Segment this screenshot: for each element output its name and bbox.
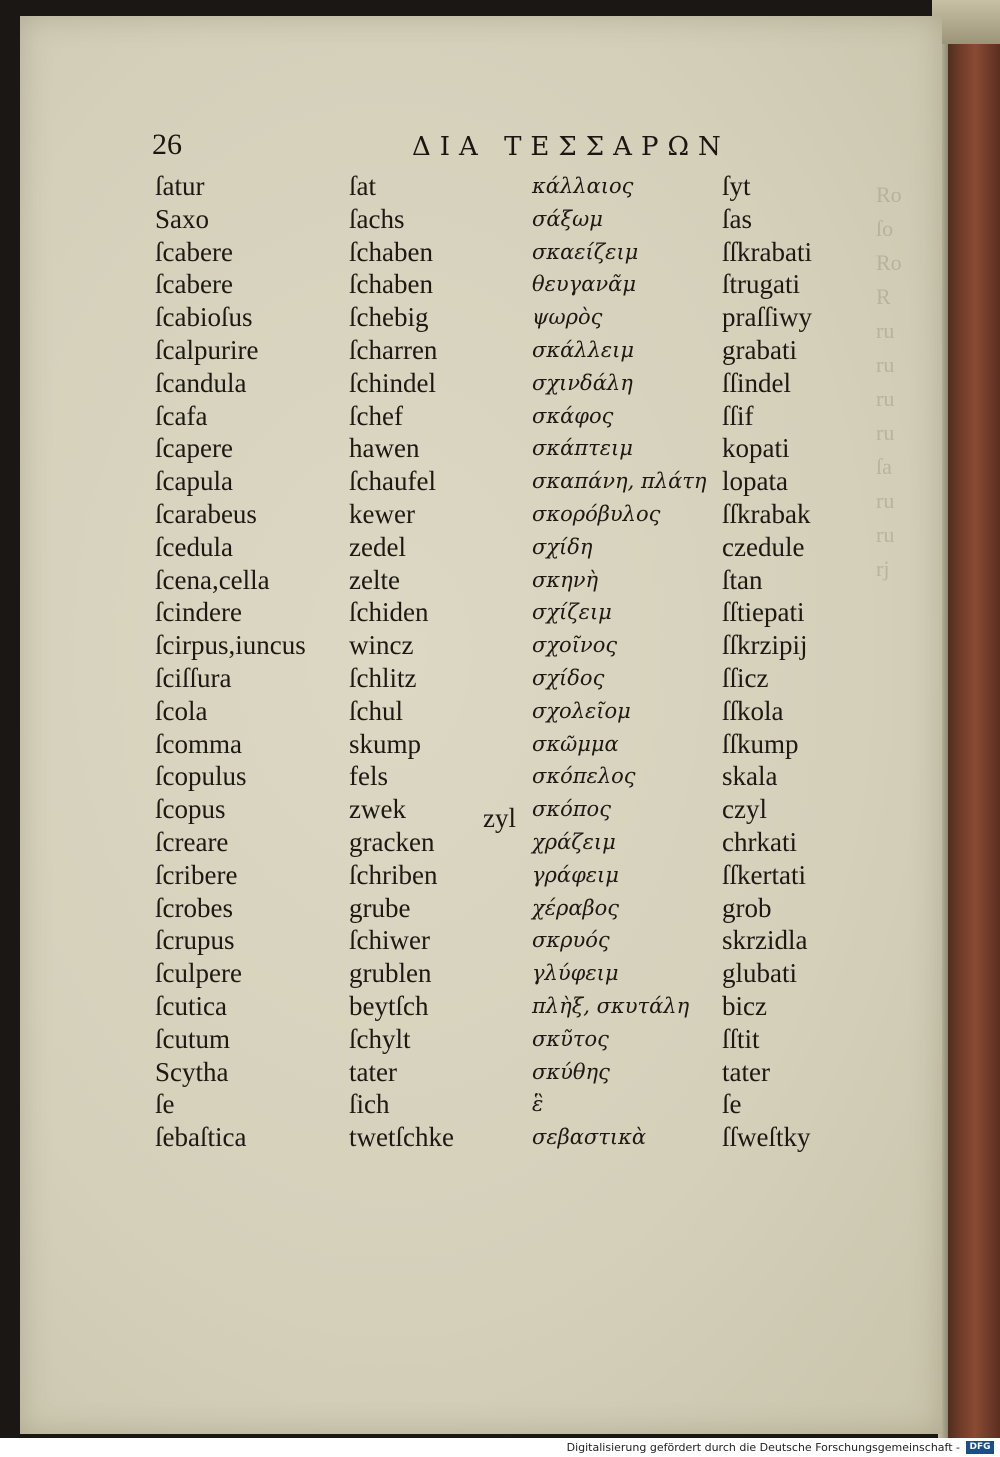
- czech-word: ſſkrabati: [722, 236, 812, 267]
- latin-word: ſcribere: [155, 859, 238, 890]
- german-word: zelte: [349, 564, 400, 595]
- latin-word: Saxo: [155, 203, 209, 234]
- greek-word: γλύφειμ: [532, 961, 619, 986]
- greek-word: σκάλλειμ: [532, 337, 635, 362]
- german-word: zedel: [349, 531, 406, 562]
- czech-word: bicz: [722, 990, 767, 1021]
- german-word: zwek: [349, 794, 406, 825]
- german-word: beytſch: [349, 990, 429, 1021]
- latin-word: ſcrobes: [155, 892, 233, 923]
- czech-word: ſſicz: [722, 662, 769, 693]
- czech-word: skala: [722, 761, 778, 792]
- greek-word: σχολεῖομ: [532, 698, 631, 723]
- latin-word: ſcedula: [155, 531, 233, 562]
- dfg-logo: DFG: [966, 1441, 994, 1454]
- czech-word: kopati: [722, 433, 790, 464]
- czech-word: ſſindel: [722, 367, 791, 398]
- czech-word: ſſkertati: [722, 859, 806, 890]
- greek-word: ἓ: [532, 1092, 544, 1117]
- german-word: ſchaufel: [349, 466, 436, 497]
- color-strip: [932, 0, 1000, 44]
- german-word: ſich: [349, 1089, 390, 1120]
- czech-word: praſſiwy: [722, 302, 812, 333]
- greek-word: ψωρὸς: [532, 305, 603, 330]
- czech-word: ſe: [722, 1089, 742, 1120]
- latin-word: ſcirpus,iuncus: [155, 630, 306, 661]
- german-word: ſchriben: [349, 859, 438, 890]
- greek-word: σκῦτος: [532, 1026, 609, 1051]
- czech-word: skrzidla: [722, 925, 808, 956]
- greek-word: χράζειμ: [532, 829, 616, 854]
- greek-column: [532, 170, 706, 1154]
- latin-word: ſcapere: [155, 433, 233, 464]
- greek-word: σχινδάλη: [532, 370, 633, 395]
- german-word: ſcharren: [349, 334, 438, 365]
- czech-word: tater: [722, 1056, 770, 1087]
- greek-word: σκαείζειμ: [532, 239, 639, 264]
- german-word: ſat: [349, 171, 376, 201]
- german-word: ſchindel: [349, 367, 436, 398]
- greek-word: σκορόβυλος: [532, 501, 661, 526]
- german-word: wincz: [349, 630, 414, 661]
- czech-word: ſſif: [722, 400, 754, 431]
- latin-word: ſcreare: [155, 826, 229, 857]
- greek-word: σχίδος: [532, 665, 605, 690]
- latin-word: ſe: [155, 1089, 175, 1120]
- czech-word: ſſtit: [722, 1023, 760, 1054]
- german-word: ſchlitz: [349, 662, 417, 693]
- latin-word: ſcalpurire: [155, 334, 259, 365]
- german-word: ſchiwer: [349, 925, 430, 956]
- czech-word: ſſkrabak: [722, 498, 811, 529]
- greek-word: γράφειμ: [532, 862, 619, 887]
- czech-word: ſyt: [722, 171, 751, 201]
- greek-word: σκῶμμα: [532, 731, 619, 756]
- czech-word: ſtrugati: [722, 269, 800, 300]
- greek-word: σχίδη: [532, 534, 593, 559]
- latin-word: ſcrupus: [155, 925, 235, 956]
- greek-word: σκόπος: [532, 797, 611, 822]
- greek-word: σκρυός: [532, 928, 610, 953]
- german-column: [349, 170, 454, 1154]
- czech-word: grabati: [722, 334, 797, 365]
- greek-word: σχίζειμ: [532, 600, 612, 625]
- german-word: hawen: [349, 433, 420, 464]
- latin-word: ſcarabeus: [155, 498, 257, 529]
- margin-note: zyl: [483, 803, 516, 833]
- czech-word: ſtan: [722, 564, 763, 595]
- credit-text: Digitalisierung gefördert durch die Deutsche Forschungsgemeinschaft -: [566, 1441, 960, 1454]
- greek-word: χέραβος: [532, 895, 620, 920]
- german-word: ſchef: [349, 400, 403, 431]
- latin-word: ſcabere: [155, 269, 233, 300]
- german-word: twetſchke: [349, 1122, 454, 1153]
- latin-word: Scytha: [155, 1056, 229, 1087]
- latin-word: ſcindere: [155, 597, 242, 628]
- greek-word: σκαπάνη, πλάτη: [532, 469, 707, 494]
- latin-word: ſcena,cella: [155, 564, 270, 595]
- german-word: fels: [349, 761, 388, 792]
- latin-word: ſcabere: [155, 236, 233, 267]
- latin-column: [155, 170, 306, 1154]
- german-word: grublen: [349, 958, 432, 989]
- latin-word: ſcomma: [155, 728, 242, 759]
- latin-word: ſcutum: [155, 1023, 230, 1054]
- czech-word: czyl: [722, 794, 767, 825]
- greek-word: σεβαστικὰ: [532, 1125, 647, 1150]
- german-word: ſchylt: [349, 1023, 411, 1054]
- german-word: ſchul: [349, 695, 403, 726]
- greek-word: σκηνὴ: [532, 567, 599, 592]
- latin-word: ſcapula: [155, 466, 233, 497]
- latin-word: ſcopulus: [155, 761, 247, 792]
- czech-word: czedule: [722, 531, 805, 562]
- greek-word: σκύθης: [532, 1059, 610, 1084]
- czech-word: ſas: [722, 203, 752, 234]
- greek-word: πλὴξ, σκυτάλη: [532, 993, 690, 1018]
- german-word: ſchaben: [349, 269, 433, 300]
- latin-word: ſcopus: [155, 794, 226, 825]
- latin-word: ſcutica: [155, 990, 227, 1021]
- german-word: ſachs: [349, 203, 405, 234]
- latin-word: ſcola: [155, 695, 208, 726]
- czech-word: grob: [722, 892, 772, 923]
- german-word: grube: [349, 892, 411, 923]
- latin-word: ſcandula: [155, 367, 247, 398]
- latin-word: ſebaſtica: [155, 1122, 247, 1153]
- latin-word: ſciſſura: [155, 662, 232, 693]
- german-word: ſchaben: [349, 236, 433, 267]
- german-word: ſchiden: [349, 597, 429, 628]
- greek-word: σχοῖνος: [532, 633, 618, 658]
- latin-word: ſcabioſus: [155, 302, 253, 333]
- greek-word: κάλλαιος: [532, 174, 634, 198]
- latin-word: ſcafa: [155, 400, 208, 431]
- show-through: Ro ſo Ro R ru ru ru ru ſa ru ru rj: [876, 182, 902, 581]
- czech-word: ſſkola: [722, 695, 784, 726]
- czech-word: ſſkump: [722, 728, 799, 759]
- czech-word: glubati: [722, 958, 797, 989]
- german-word: skump: [349, 728, 422, 759]
- running-head: ΔΙΑ ΤΕΣΣΑΡΩΝ: [412, 132, 730, 162]
- czech-word: ſſtiepati: [722, 597, 805, 628]
- czech-word: chrkati: [722, 826, 797, 857]
- czech-word: ſſkrzipij: [722, 630, 808, 661]
- german-word: ſchebig: [349, 302, 429, 333]
- greek-word: σκάπτειμ: [532, 436, 633, 461]
- czech-word: lopata: [722, 466, 788, 497]
- greek-word: σκόπελος: [532, 764, 636, 789]
- czech-column: [722, 170, 812, 1154]
- latin-word: ſatur: [155, 171, 205, 201]
- german-word: tater: [349, 1056, 397, 1087]
- greek-word: θευγανᾶμ: [532, 272, 637, 297]
- german-word: kewer: [349, 498, 415, 529]
- footer-credit-bar: [0, 1438, 1000, 1457]
- latin-word: ſculpere: [155, 958, 242, 989]
- page-number: 26: [152, 128, 182, 161]
- greek-word: σάξωμ: [532, 206, 603, 231]
- book-edge: [938, 0, 1000, 1438]
- czech-word: ſſweſtky: [722, 1122, 811, 1153]
- german-word: gracken: [349, 826, 435, 857]
- greek-word: σκάφος: [532, 403, 614, 428]
